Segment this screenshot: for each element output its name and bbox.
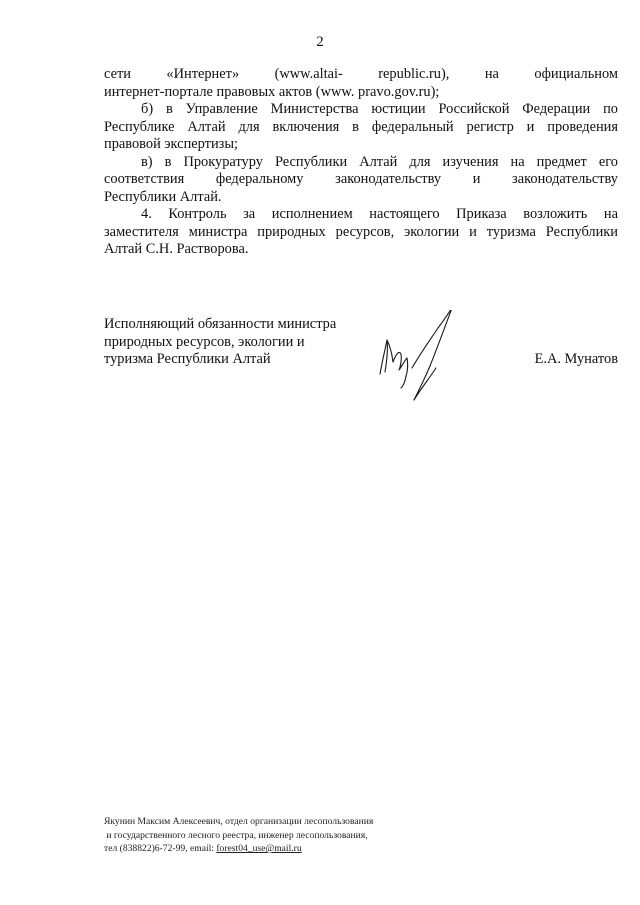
footer-line: Якунин Максим Алексеевич, отдел организации лесопользования bbox=[104, 816, 374, 827]
paragraph-control bbox=[104, 206, 618, 259]
text-line: соответствия федеральному законодательству и законодательству bbox=[104, 171, 618, 187]
text-line: правовой экспертизы; bbox=[104, 136, 238, 152]
signer-name: Е.А. Мунатов bbox=[534, 351, 618, 367]
footer-line: и государственного лесного реестра, инженер лесопользования, bbox=[104, 829, 368, 841]
text-line: интернет-портале правовых актов (www. pravo.gov.ru); bbox=[104, 83, 440, 100]
email-link[interactable]: forest04_use@mail.ru bbox=[216, 843, 302, 855]
signatory-title-line: Исполняющий обязанности министра bbox=[104, 316, 337, 332]
text-line: Республики Алтай. bbox=[104, 188, 222, 205]
signatory-title-line: туризма Республики Алтай bbox=[104, 351, 271, 367]
paragraph-ministry-of-justice bbox=[104, 101, 618, 154]
document-body bbox=[104, 66, 618, 259]
footer-contact-line bbox=[104, 842, 434, 856]
handwritten-signature bbox=[372, 310, 472, 406]
executor-footer bbox=[104, 815, 434, 856]
signatory-title bbox=[104, 316, 394, 369]
footer-phone: тел (838822)6-72-99, email: bbox=[104, 843, 217, 855]
text-line: заместителя министра природных ресурсов, экологии и туризма Республики bbox=[104, 223, 618, 240]
text-line: Республике Алтай для включения в федеральный регистр и проведения bbox=[104, 118, 618, 135]
text-line: б) в Управление Министерства юстиции Российской Федерации по bbox=[141, 101, 618, 117]
paragraph-prosecutor bbox=[104, 154, 618, 207]
text-line: Алтай С.Н. Растворова. bbox=[104, 241, 249, 257]
text-line: в) в Прокуратуру Республики Алтай для изучения на предмет его bbox=[141, 153, 618, 170]
text-line: 4. Контроль за исполнением настоящего Приказа возложить на bbox=[141, 206, 618, 222]
signatory-title-line: природных ресурсов, экологии и bbox=[104, 333, 305, 350]
paragraph-publication bbox=[104, 66, 618, 101]
page-number: 2 bbox=[316, 34, 324, 50]
text-line: сети «Интернет» (www.altai- republic.ru), на официальном bbox=[104, 66, 618, 82]
signature-block bbox=[104, 316, 618, 416]
